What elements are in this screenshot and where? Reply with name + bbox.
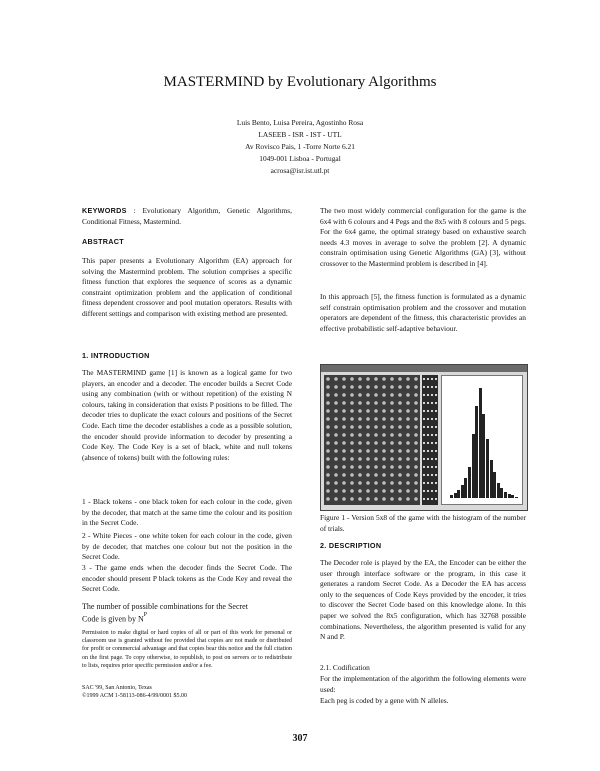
histogram-bar — [493, 472, 496, 498]
description-text: The Decoder role is played by the EA, the Encoder can be either the user through interface software or the program, in this case it generates a random Secret Code. As a Decoder the EA has access only to the sequences of Code Keys provided by the encoder, it tries to discover the Secret Code based on this knowledge alone. In this paper we solved the 8x5 configuration, which has 32768 possible combinations. Nevertheless, the algorithm presented is valid for any N and P. — [320, 558, 526, 642]
author-names: Luis Bento, Luisa Pereira, Agostinho Rosa — [236, 118, 364, 127]
right-paragraph-2: In this approach [5], the fitness function is formulated as a dynamic self constrain optimisation problem and the crossover and mutation operators are dependent of the fitness, this characteristic provides an effective probabilistic self-adaptive behaviour. — [320, 292, 526, 333]
keywords — [82, 206, 292, 227]
histogram-bar — [486, 439, 489, 498]
description-heading: 2. DESCRIPTION — [320, 541, 382, 550]
histogram-bar — [511, 495, 514, 498]
histogram-bar — [475, 406, 478, 498]
histogram-bar — [504, 492, 507, 498]
keywords-label: KEYWORDS — [82, 206, 127, 215]
copyright-line: ©1999 ACM 1-58113-086-4/99/0001 $5.00 — [82, 693, 188, 699]
combinations-formula: Code is given by N — [82, 614, 144, 624]
combinations-line2 — [82, 612, 292, 625]
histogram-bar — [515, 497, 518, 498]
figure-screenshot — [320, 364, 528, 511]
histogram-bar — [454, 493, 457, 498]
author-block — [0, 117, 600, 177]
figure-titlebar — [321, 365, 527, 372]
combinations-text — [82, 601, 292, 625]
paper-title: MASTERMIND by Evolutionary Algorithms — [163, 74, 437, 90]
combinations-line1: The number of possible combinations for the Secret — [82, 602, 248, 611]
histogram-bar — [479, 388, 482, 498]
intro-heading: 1. INTRODUCTION — [82, 351, 150, 360]
histogram-bar — [497, 483, 500, 498]
histogram-bar — [472, 434, 475, 498]
figure-caption: Figure 1 - Version 5x8 of the game with the histogram of the number of trials. — [320, 513, 526, 533]
author-lab: LASEEB - ISR - IST - UTL — [258, 130, 342, 139]
venue-line: SAC '99, San Antonio, Texas — [82, 685, 152, 691]
abstract-heading: ABSTRACT — [82, 237, 124, 246]
figure-code-keys — [422, 375, 438, 505]
author-address: Av Rovisco Pais, 1 -Torre Norte 6.21 — [245, 142, 355, 151]
histogram-bar — [482, 414, 485, 498]
codification-text: For the implementation of the algorithm the following elements were used: — [320, 674, 526, 694]
author-city: 1049-001 Lisboa - Portugal — [259, 154, 341, 163]
histogram-bar — [500, 488, 503, 498]
combinations-exponent: P — [143, 612, 148, 618]
rule-end: 3 - The game ends when the decoder finds the Secret Code. The encoder should present P black tokens as the Code Key and reveal the Secret Code. — [82, 563, 292, 594]
histogram-bar — [464, 478, 467, 498]
codification-heading: 2.1. Codification — [320, 663, 370, 672]
figure-histogram — [441, 375, 523, 505]
permission-notice: Permission to make digital or hard copies of all or part of this work for personal or classroom use is granted without fee provided that copies are not made or distributed for profit or commercial advantage and that copies bear this notice and the full citation on the first page. To copy otherwise, to republish, to post on servers or to redistribute to lists, requires prior specific permission and/or a fee. — [82, 630, 292, 669]
figure-game-board — [324, 375, 420, 505]
keywords-text: : Evolutionary Algorithm, Genetic Algorithms, Conditional Fitness, Mastermind. — [82, 206, 292, 226]
page-number: 307 — [292, 733, 308, 744]
histogram-bar — [468, 467, 471, 498]
author-email: acrosa@isr.ist.utl.pt — [270, 166, 330, 175]
histogram-bar — [490, 460, 493, 498]
intro-paragraph: The MASTERMIND game [1] is known as a logical game for two players, an encoder and a decoder. The encoder builds a Secret Code using any combination (with or without repetition) of the existing N colours, taking in consideration that exists P positions to be filled. The decoder tries to duplicate the exact colours and positions of the Secret Code. Each time the decoder establishes a code as a possible solution, the encoder should provide information to decoder by presenting a Code Key. The Code Key is a set of black, white and null tokens (absence of tokens) built with the following rules: — [82, 368, 292, 462]
codification-text-2: Each peg is coded by a gene with N alleles. — [320, 696, 449, 705]
histogram-bar — [450, 495, 453, 498]
histogram-bar — [457, 490, 460, 498]
abstract-text: This paper presents a Evolutionary Algorithm (EA) approach for solving the Mastermind problem. The solution comprises a specific fitness function that explores the sequence of scores as a dynamic constraint optimization problem and the application of conditional fitness dependent crossover and pool mutation operators. Results with different settings and comparison with existing method are presented. — [82, 256, 292, 318]
right-paragraph-1: The two most widely commercial configuration for the game is the 6x4 with 6 colours and 4 Pegs and the 8x5 with 8 colours and 5 pegs. For the 6x4 game, the optimal strategy based on exhaustive search needs 4.3 moves in average to solve the problem [2]. A dynamic constrain optimisation using Genetic Algorithms (GA) [3], without crossover to the Mastermind problem is described in [4]. — [320, 206, 526, 268]
histogram-bar — [508, 494, 511, 498]
rule-black: 1 - Black tokens - one black token for each colour in the code, given by the decoder, that match at the same time the colour and its position in the Secret Code. — [82, 497, 292, 528]
histogram-bar — [461, 485, 464, 498]
rule-white: 2 - White Pieces - one white token for each colour in the code, given by de decoder, that matches one colour but not the position in the Secret Code. — [82, 531, 292, 562]
